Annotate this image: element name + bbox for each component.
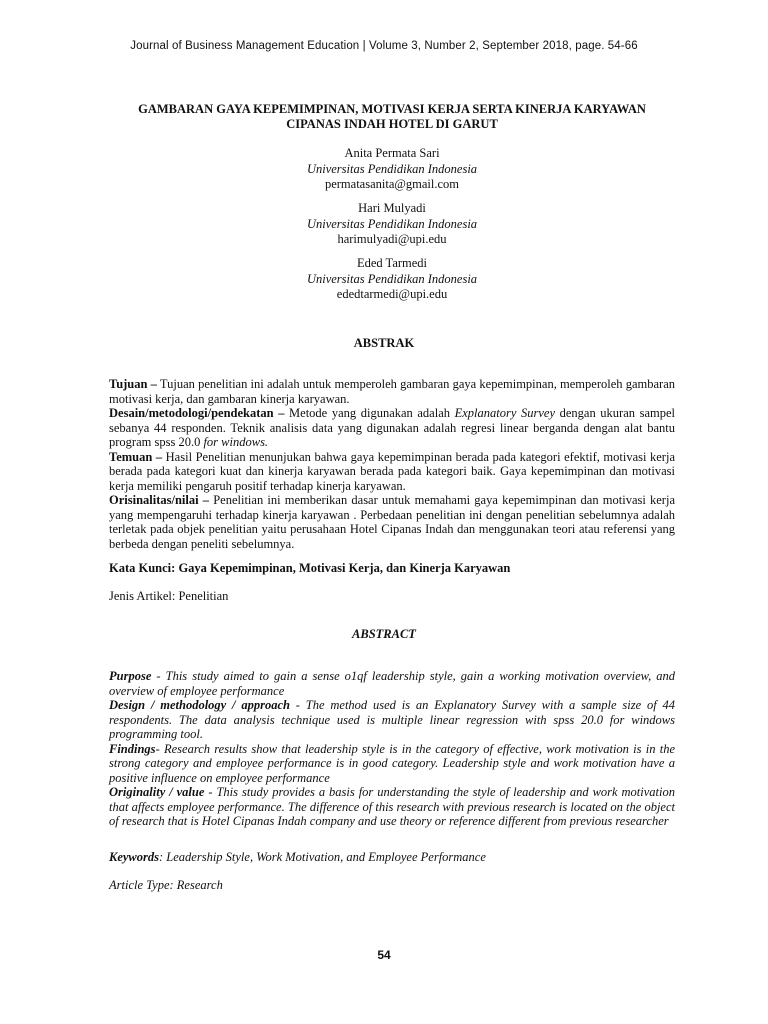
abstract-findings: [109, 742, 675, 786]
keywords: [109, 850, 675, 865]
abstrak-heading: ABSTRAK: [353, 336, 415, 350]
abstract-heading: ABSTRACT: [352, 627, 416, 641]
author-email: ededtarmedi@upi.edu: [336, 287, 448, 301]
title-line-1: GAMBARAN GAYA KEPEMIMPINAN, MOTIVASI KERJA SERTA KINERJA KARYAWAN: [138, 102, 646, 116]
article-type: Article Type: Research: [109, 878, 223, 892]
originality-label: Originality / value: [109, 785, 205, 799]
tujuan-text: Tujuan penelitian ini adalah untuk memperoleh gambaran gaya kepemimpinan, memperoleh gambaran motivasi kerja, dan gambaran kinerja karyawan.: [109, 377, 675, 406]
desain-label: Desain/metodologi/pendekatan –: [109, 406, 285, 420]
findings-text: - Research results show that leadership style is in the category of effective, work motivation is in the strong category and employee performance is in good category. Leadership style and work motivation have a positive influence on employee performance: [109, 741, 675, 785]
title-line-2: CIPANAS INDAH HOTEL DI GARUT: [286, 117, 498, 131]
orisinalitas-text: Penelitian ini memberikan dasar untuk memahami gaya kepemimpinan dan motivasi kerja yang mempengaruhi terhadap kinerja karyawan . Perbedaan penelitian ini dengan penelitian sebelumnya adalah terletak pada objek penelitian yaitu perusahaan Hotel Cipanas Indah dan menggunakan teori atau referensi yang berbeda dengan peneliti sebelumnya.: [109, 493, 675, 551]
author-name: Hari Mulyadi: [358, 201, 426, 215]
jenis-artikel: Jenis Artikel: Penelitian: [109, 589, 229, 603]
abstrak-orisinalitas: [109, 493, 675, 551]
author-block-2: [150, 201, 634, 248]
purpose-text: - This study aimed to gain a sense o1qf leadership style, gain a working motivation overview, and overview of employee performance: [109, 669, 675, 698]
paper-title: [100, 102, 684, 132]
author-affiliation: Universitas Pendidikan Indonesia: [306, 271, 478, 286]
author-affiliation: Universitas Pendidikan Indonesia: [306, 161, 478, 176]
temuan-text: Hasil Penelitian menunjukan bahwa gaya kepemimpinan berada pada kategori efektif, motivasi kerja berada pada kategori kuat dan kinerja karyawan berada pada kategori baik. Gaya kepemimpinan dan motivasi kerja memiliki pengaruh positif terhadap kinerja karyawan.: [109, 449, 675, 493]
abstrak-temuan: [109, 450, 675, 494]
desain-emphasis-1: Explanatory Survey: [454, 406, 555, 420]
desain-emphasis-2: for windows.: [203, 435, 269, 449]
keywords-label: Keywords: [109, 850, 159, 864]
abstrak-body: [109, 377, 675, 551]
desain-text-2: dengan ukuran sampel sebanya 44 responden. Teknik analisis data yang digunakan adalah regresi linear berganda dengan alat bantu program spss 20.0: [109, 406, 675, 449]
author-affiliation: Universitas Pendidikan Indonesia: [306, 216, 478, 231]
abstrak-desain: [109, 406, 675, 450]
abstract-purpose: [109, 669, 675, 698]
abstract-body: [109, 669, 675, 829]
desain-text-1: Metode yang digunakan adalah: [284, 406, 455, 420]
design-label: Design / methodology / approach: [109, 698, 290, 712]
kata-kunci: Kata Kunci: Gaya Kepemimpinan, Motivasi Kerja, dan Kinerja Karyawan: [109, 561, 511, 575]
findings-label: Findings: [109, 741, 156, 756]
abstrak-tujuan: [109, 377, 675, 406]
author-email: permatasanita@gmail.com: [324, 177, 460, 191]
abstract-design: [109, 698, 675, 742]
design-text: - The method used is an Explanatory Survey with a sample size of 44 respondents. The data analysis technique used is multiple linear regression with spss 20.0 for windows programming tool.: [109, 698, 675, 741]
keywords-text: : Leadership Style, Work Motivation, and Employee Performance: [159, 850, 486, 864]
author-block-3: [150, 256, 634, 303]
purpose-label: Purpose: [109, 669, 152, 683]
tujuan-label: Tujuan –: [109, 377, 157, 391]
running-header: Journal of Business Management Education | Volume 3, Number 2, September 2018, page. 54-66: [130, 40, 638, 52]
author-email: harimulyadi@upi.edu: [337, 232, 447, 246]
author-name: Eded Tarmedi: [356, 256, 428, 270]
author-block-1: [150, 146, 634, 193]
author-name: Anita Permata Sari: [344, 146, 440, 160]
originality-text: - This study provides a basis for understanding the style of leadership and work motivation that affects employee performance. The difference of this research with previous research is located on the object of research that is Hotel Cipanas Indah company and use theory or reference different from previous researcher: [109, 785, 675, 828]
abstract-originality: [109, 785, 675, 829]
orisinalitas-label: Orisinalitas/nilai –: [109, 493, 210, 507]
page-number: 54: [377, 948, 391, 962]
temuan-label: Temuan –: [109, 449, 163, 464]
